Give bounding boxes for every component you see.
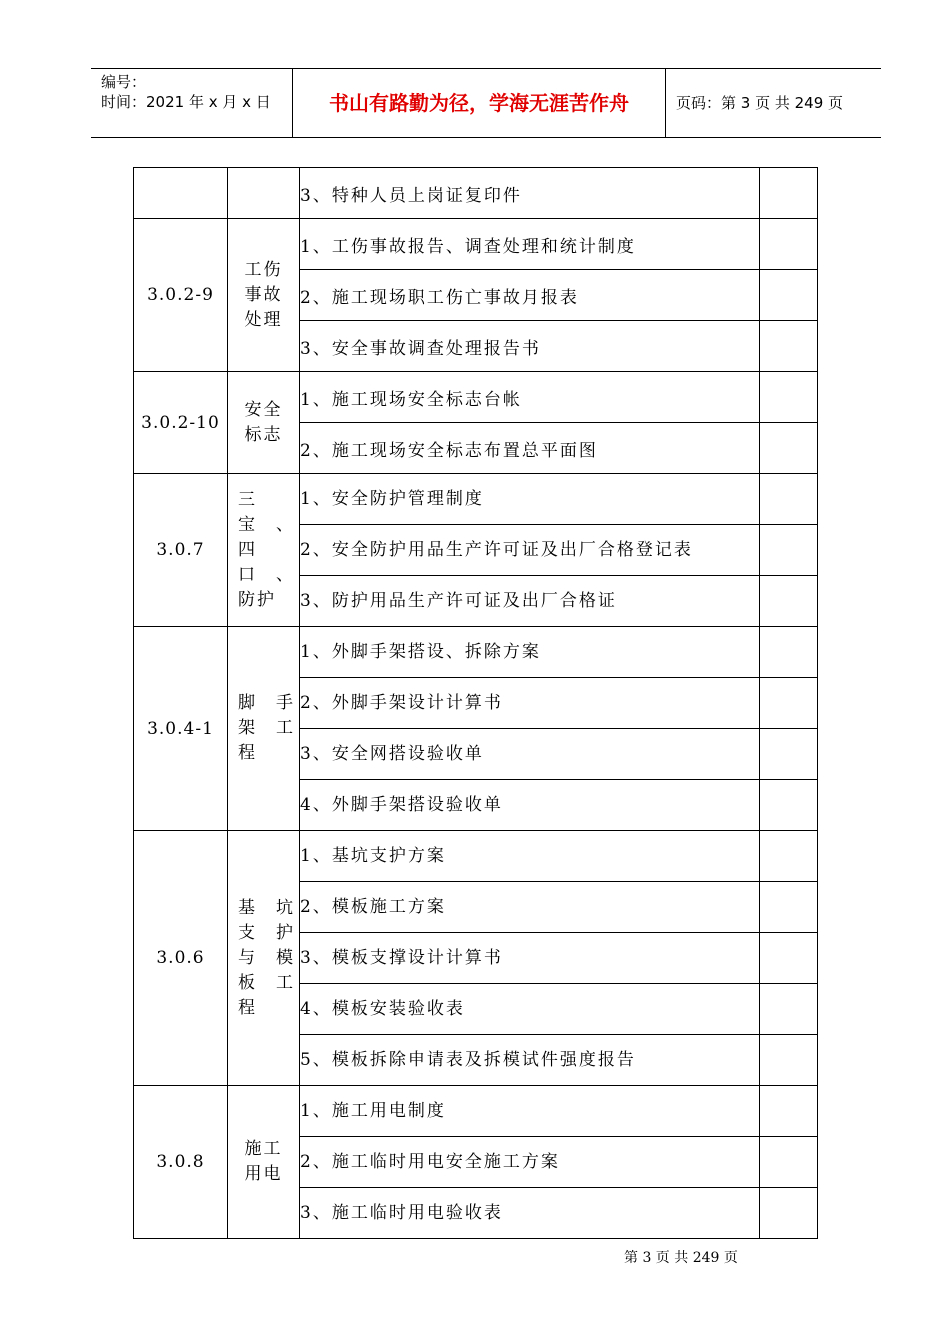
category-line: 四: [238, 539, 257, 560]
category-line: 用电: [244, 1164, 283, 1184]
remark-cell: [760, 984, 818, 1035]
remark-cell: [760, 372, 818, 423]
category-line: 程: [238, 997, 257, 1018]
item-cell: 3、特种人员上岗证复印件: [300, 168, 760, 219]
table-row: [134, 1086, 818, 1137]
item-cell: 2、安全防护用品生产许可证及出厂合格登记表: [300, 525, 760, 576]
category-line: 工伤: [244, 259, 283, 280]
remark-cell: [760, 1086, 818, 1137]
remark-cell: [760, 1188, 818, 1239]
item-cell: 1、基坑支护方案: [300, 831, 760, 882]
remark-cell: [760, 168, 818, 219]
code-cell: 3.0.2-10: [134, 372, 228, 474]
category-line: 事故: [244, 284, 283, 305]
item-cell: 2、施工现场职工伤亡事故月报表: [300, 270, 760, 321]
category-line: 防护: [238, 589, 276, 610]
remark-cell: [760, 423, 818, 474]
remark-cell: [760, 576, 818, 627]
table-row: [134, 831, 818, 882]
header-motto: 书山有路勤为径，学海无涯苦作舟: [293, 69, 666, 137]
category-line: 支 护: [238, 922, 295, 943]
category-cell: [228, 831, 300, 1086]
item-cell: 4、模板安装验收表: [300, 984, 760, 1035]
code-cell: 3.0.6: [134, 831, 228, 1086]
category-line: 板 工: [238, 972, 295, 993]
item-cell: 1、施工现场安全标志台帐: [300, 372, 760, 423]
item-cell: 3、施工临时用电验收表: [300, 1188, 760, 1239]
item-cell: 5、模板拆除申请表及拆模试件强度报告: [300, 1035, 760, 1086]
code-cell: 3.0.8: [134, 1086, 228, 1239]
document-number-label: 编号：: [101, 73, 147, 91]
table-row: [134, 627, 818, 678]
category-line: 安全: [244, 399, 283, 420]
category-cell: [228, 627, 300, 831]
item-cell: 2、外脚手架设计计算书: [300, 678, 760, 729]
item-cell: 2、施工现场安全标志布置总平面图: [300, 423, 760, 474]
table-row: [134, 474, 818, 525]
code-cell: 3.0.2-9: [134, 219, 228, 372]
item-cell: 3、安全事故调查处理报告书: [300, 321, 760, 372]
item-cell: 1、安全防护管理制度: [300, 474, 760, 525]
item-cell: 2、施工临时用电安全施工方案: [300, 1137, 760, 1188]
item-cell: 3、模板支撑设计计算书: [300, 933, 760, 984]
item-cell: 4、外脚手架搭设验收单: [300, 780, 760, 831]
category-line: 处理: [244, 309, 283, 330]
table-row: [134, 168, 818, 219]
remark-cell: [760, 780, 818, 831]
code-cell: 3.0.4-1: [134, 627, 228, 831]
category-line: 三: [238, 489, 257, 510]
item-cell: 2、模板施工方案: [300, 882, 760, 933]
category-cell: [228, 219, 300, 372]
category-cell: [228, 474, 300, 627]
category-line: 程: [238, 743, 257, 763]
remark-cell: [760, 882, 818, 933]
category-line: 与 模: [238, 947, 295, 968]
remark-cell: [760, 525, 818, 576]
item-cell: 1、外脚手架搭设、拆除方案: [300, 627, 760, 678]
remark-cell: [760, 729, 818, 780]
remark-cell: [760, 627, 818, 678]
category-line: 宝 、: [238, 514, 295, 535]
category-cell: [228, 372, 300, 474]
item-cell: 1、施工用电制度: [300, 1086, 760, 1137]
remark-cell: [760, 321, 818, 372]
category-line: 脚 手: [238, 693, 295, 713]
category-line: 施工: [244, 1139, 283, 1159]
remark-cell: [760, 219, 818, 270]
remark-cell: [760, 474, 818, 525]
category-cell: [228, 1086, 300, 1239]
item-cell: 3、安全网搭设验收单: [300, 729, 760, 780]
header-page-info: 页码：第 3 页 共 249 页: [676, 94, 844, 112]
code-cell: [134, 168, 228, 219]
table-row: [134, 219, 818, 270]
category-line: 口 、: [238, 564, 295, 585]
page-header: [91, 68, 881, 138]
remark-cell: [760, 1035, 818, 1086]
item-cell: 3、防护用品生产许可证及出厂合格证: [300, 576, 760, 627]
category-line: 标志: [244, 424, 283, 445]
document-time: 时间：2021 年 x 月 x 日: [101, 93, 271, 111]
remark-cell: [760, 1137, 818, 1188]
remark-cell: [760, 933, 818, 984]
page-footer: 第 3 页 共 249 页: [624, 1250, 738, 1266]
category-line: 基 坑: [238, 897, 295, 918]
table-row: [134, 372, 818, 423]
remark-cell: [760, 831, 818, 882]
code-cell: 3.0.7: [134, 474, 228, 627]
item-cell: 1、工伤事故报告、调查处理和统计制度: [300, 219, 760, 270]
remark-cell: [760, 270, 818, 321]
category-cell: [228, 168, 300, 219]
header-meta: [91, 69, 293, 137]
checklist-table: [133, 167, 818, 1239]
remark-cell: [760, 678, 818, 729]
category-line: 架 工: [238, 718, 295, 738]
